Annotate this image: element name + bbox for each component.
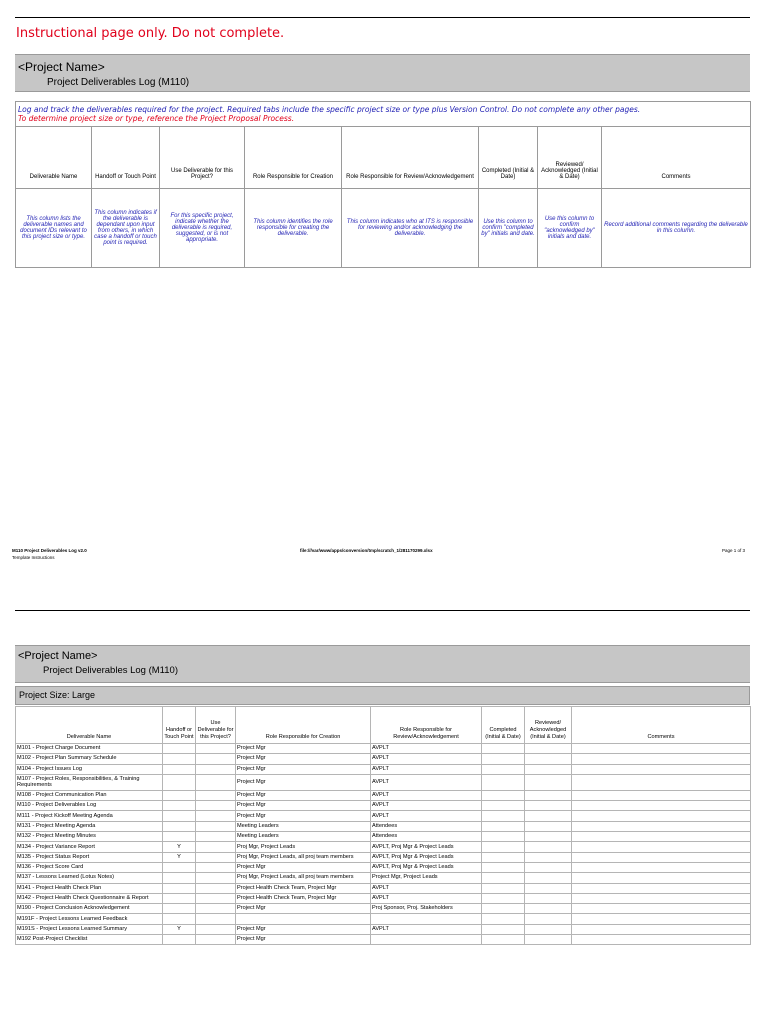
instruction-warning: Instructional page only. Do not complete. bbox=[16, 26, 285, 41]
col-use-deliverable: Use Deliverable for this Project? bbox=[196, 707, 236, 744]
instr-completed: Use this column to confirm "completed by" initials and date. bbox=[479, 189, 538, 268]
handoff-cell[interactable] bbox=[163, 801, 196, 811]
col-completed: Completed (Initial & Date) bbox=[482, 707, 525, 744]
header-comments: Comments bbox=[602, 127, 751, 189]
role-review-cell[interactable] bbox=[371, 935, 482, 945]
reviewed-cell[interactable] bbox=[525, 914, 572, 924]
table-row bbox=[16, 821, 751, 831]
role-creation-cell[interactable]: Meeting Leaders bbox=[236, 832, 371, 842]
col-role-review: Role Responsible for Review/Acknowledgement bbox=[371, 707, 482, 744]
comments-cell[interactable] bbox=[572, 852, 751, 862]
completed-cell[interactable] bbox=[482, 821, 525, 831]
deliverable-name-cell[interactable]: M137 - Lessons Learned (Lotus Notes) bbox=[16, 873, 163, 883]
role-review-cell[interactable]: AVPLT bbox=[371, 893, 482, 903]
comments-cell[interactable] bbox=[572, 790, 751, 800]
completed-cell[interactable] bbox=[482, 914, 525, 924]
deliverable-name-cell[interactable]: M110 - Project Deliverables Log bbox=[16, 801, 163, 811]
completed-cell[interactable] bbox=[482, 842, 525, 852]
role-creation-cell[interactable]: Project Mgr bbox=[236, 862, 371, 872]
completed-cell[interactable] bbox=[482, 774, 525, 790]
deliverable-name-cell[interactable]: M134 - Project Variance Report bbox=[16, 842, 163, 852]
deliverables-header-row bbox=[16, 707, 751, 744]
use-deliverable-cell[interactable] bbox=[196, 883, 236, 893]
instr-role-creation: This column identifies the role responsible for creating the deliverable. bbox=[245, 189, 342, 268]
handoff-cell[interactable]: Y bbox=[163, 842, 196, 852]
deliverable-name-cell[interactable]: M108 - Project Communication Plan bbox=[16, 790, 163, 800]
deliverable-name-cell[interactable]: M107 - Project Roles, Responsibilities, & Training Requirements bbox=[16, 774, 163, 790]
description-blue: Log and track the deliverables required for the project. Required tabs include the specific project size or type plus Version Control. Do not complete any other pages. bbox=[18, 105, 641, 114]
role-creation-cell[interactable]: Project Health Check Team, Project Mgr bbox=[236, 883, 371, 893]
table-row bbox=[16, 811, 751, 821]
role-creation-cell[interactable]: Project Health Check Team, Project Mgr bbox=[236, 893, 371, 903]
reviewed-cell[interactable] bbox=[525, 754, 572, 764]
header-handoff: Handoff or Touch Point bbox=[92, 127, 160, 189]
comments-cell[interactable] bbox=[572, 754, 751, 764]
use-deliverable-cell[interactable] bbox=[196, 914, 236, 924]
role-creation-cell[interactable]: Project Mgr bbox=[236, 764, 371, 774]
use-deliverable-cell[interactable] bbox=[196, 852, 236, 862]
page1-top-rule bbox=[15, 17, 750, 18]
reviewed-cell[interactable] bbox=[525, 862, 572, 872]
table-row bbox=[16, 893, 751, 903]
handoff-cell[interactable] bbox=[163, 873, 196, 883]
comments-cell[interactable] bbox=[572, 883, 751, 893]
deliverable-name-cell[interactable]: M135 - Project Status Report bbox=[16, 852, 163, 862]
instr-reviewed: Use this column to confirm "acknowledged by" initials and date. bbox=[538, 189, 602, 268]
completed-cell[interactable] bbox=[482, 862, 525, 872]
header-reviewed: Reviewed/ Acknowledged (Initial & Date) bbox=[538, 127, 602, 189]
table-row bbox=[16, 832, 751, 842]
deliverable-name-cell[interactable]: M104 - Project Issues Log bbox=[16, 764, 163, 774]
completed-cell[interactable] bbox=[482, 764, 525, 774]
handoff-cell[interactable] bbox=[163, 744, 196, 754]
deliverable-name-cell[interactable]: M192 Post-Project Checklist bbox=[16, 935, 163, 945]
table-row bbox=[16, 774, 751, 790]
role-review-cell[interactable]: AVPLT bbox=[371, 774, 482, 790]
use-deliverable-cell[interactable] bbox=[196, 935, 236, 945]
role-creation-cell[interactable]: Project Mgr bbox=[236, 754, 371, 764]
role-review-cell[interactable]: AVPLT bbox=[371, 754, 482, 764]
instruction-header-row bbox=[16, 127, 751, 189]
instruction-row bbox=[16, 189, 751, 268]
table-row bbox=[16, 852, 751, 862]
completed-cell[interactable] bbox=[482, 935, 525, 945]
completed-cell[interactable] bbox=[482, 893, 525, 903]
col-role-creation: Role Responsible for Creation bbox=[236, 707, 371, 744]
comments-cell[interactable] bbox=[572, 764, 751, 774]
log-title: Project Deliverables Log (M110) bbox=[47, 77, 190, 88]
table-row bbox=[16, 862, 751, 872]
comments-cell[interactable] bbox=[572, 842, 751, 852]
table-row bbox=[16, 883, 751, 893]
completed-cell[interactable] bbox=[482, 744, 525, 754]
table-row bbox=[16, 754, 751, 764]
role-review-cell[interactable]: AVPLT bbox=[371, 764, 482, 774]
deliverable-name-cell[interactable]: M132 - Project Meeting Minutes bbox=[16, 832, 163, 842]
completed-cell[interactable] bbox=[482, 790, 525, 800]
use-deliverable-cell[interactable] bbox=[196, 924, 236, 934]
page2-top-rule bbox=[15, 610, 750, 611]
use-deliverable-cell[interactable] bbox=[196, 873, 236, 883]
page2-log-title: Project Deliverables Log (M110) bbox=[43, 665, 178, 676]
table-row bbox=[16, 904, 751, 914]
reviewed-cell[interactable] bbox=[525, 832, 572, 842]
reviewed-cell[interactable] bbox=[525, 893, 572, 903]
table-row bbox=[16, 764, 751, 774]
deliverable-name-cell[interactable]: M136 - Project Score Card bbox=[16, 862, 163, 872]
role-creation-cell[interactable]: Project Mgr bbox=[236, 811, 371, 821]
deliverable-name-cell[interactable]: M142 - Project Health Check Questionnaire & Report bbox=[16, 893, 163, 903]
project-size-band bbox=[15, 686, 750, 705]
deliverable-name-cell[interactable]: M141 - Project Health Check Plan bbox=[16, 883, 163, 893]
col-comments: Comments bbox=[572, 707, 751, 744]
role-creation-cell[interactable]: Project Mgr bbox=[236, 904, 371, 914]
instr-handoff: This column indicates if the deliverable is dependant upon input from others, in which case a handoff or touch point is required. bbox=[92, 189, 160, 268]
col-handoff: Handoff or Touch Point bbox=[163, 707, 196, 744]
footer-page-number: Page 1 of 3 bbox=[722, 548, 746, 553]
completed-cell[interactable] bbox=[482, 904, 525, 914]
completed-cell[interactable] bbox=[482, 832, 525, 842]
deliverable-name-cell[interactable]: M191S - Project Lessons Learned Summary bbox=[16, 924, 163, 934]
table-row bbox=[16, 744, 751, 754]
instr-deliverable-name: This column lists the deliverable names and document IDs relevant to this project size or type. bbox=[16, 189, 92, 268]
reviewed-cell[interactable] bbox=[525, 801, 572, 811]
completed-cell[interactable] bbox=[482, 852, 525, 862]
project-name: <Project Name> bbox=[18, 60, 105, 74]
comments-cell[interactable] bbox=[572, 862, 751, 872]
use-deliverable-cell[interactable] bbox=[196, 790, 236, 800]
header-deliverable-name: Deliverable Name bbox=[16, 127, 92, 189]
role-review-cell[interactable]: AVPLT, Proj Mgr & Project Leads bbox=[371, 852, 482, 862]
completed-cell[interactable] bbox=[482, 754, 525, 764]
reviewed-cell[interactable] bbox=[525, 774, 572, 790]
role-review-cell[interactable]: AVPLT bbox=[371, 883, 482, 893]
deliverables-table bbox=[15, 706, 751, 945]
reviewed-cell[interactable] bbox=[525, 744, 572, 754]
description-red: To determine project size or type, reference the Project Proposal Process. bbox=[18, 114, 295, 123]
comments-cell[interactable] bbox=[572, 832, 751, 842]
role-creation-cell[interactable]: Proj Mgr, Project Leads, all proj team members bbox=[236, 873, 371, 883]
use-deliverable-cell[interactable] bbox=[196, 893, 236, 903]
handoff-cell[interactable] bbox=[163, 811, 196, 821]
use-deliverable-cell[interactable] bbox=[196, 754, 236, 764]
handoff-cell[interactable] bbox=[163, 754, 196, 764]
handoff-cell[interactable] bbox=[163, 774, 196, 790]
table-row bbox=[16, 842, 751, 852]
comments-cell[interactable] bbox=[572, 811, 751, 821]
comments-cell[interactable] bbox=[572, 774, 751, 790]
table-row bbox=[16, 935, 751, 945]
comments-cell[interactable] bbox=[572, 744, 751, 754]
handoff-cell[interactable]: Y bbox=[163, 924, 196, 934]
comments-cell[interactable] bbox=[572, 893, 751, 903]
completed-cell[interactable] bbox=[482, 883, 525, 893]
comments-cell[interactable] bbox=[572, 914, 751, 924]
comments-cell[interactable] bbox=[572, 935, 751, 945]
reviewed-cell[interactable] bbox=[525, 790, 572, 800]
use-deliverable-cell[interactable] bbox=[196, 862, 236, 872]
table-row bbox=[16, 873, 751, 883]
use-deliverable-cell[interactable] bbox=[196, 904, 236, 914]
handoff-cell[interactable] bbox=[163, 821, 196, 831]
reviewed-cell[interactable] bbox=[525, 924, 572, 934]
role-creation-cell[interactable]: Project Mgr bbox=[236, 790, 371, 800]
use-deliverable-cell[interactable] bbox=[196, 801, 236, 811]
use-deliverable-cell[interactable] bbox=[196, 764, 236, 774]
role-creation-cell[interactable]: Project Mgr bbox=[236, 801, 371, 811]
col-reviewed: Reviewed/ Acknowledged (Initial & Date) bbox=[525, 707, 572, 744]
handoff-cell[interactable] bbox=[163, 914, 196, 924]
reviewed-cell[interactable] bbox=[525, 873, 572, 883]
table-row bbox=[16, 801, 751, 811]
project-size-label: Project Size: Large bbox=[19, 690, 96, 700]
deliverable-name-cell[interactable]: M131 - Project Meeting Agenda bbox=[16, 821, 163, 831]
completed-cell[interactable] bbox=[482, 811, 525, 821]
comments-cell[interactable] bbox=[572, 904, 751, 914]
table-row bbox=[16, 790, 751, 800]
use-deliverable-cell[interactable] bbox=[196, 821, 236, 831]
page1-project-header bbox=[15, 54, 750, 92]
instr-comments: Record additional comments regarding the deliverable in this column. bbox=[602, 189, 751, 268]
use-deliverable-cell[interactable] bbox=[196, 842, 236, 852]
role-creation-cell[interactable]: Project Mgr bbox=[236, 924, 371, 934]
handoff-cell[interactable] bbox=[163, 883, 196, 893]
reviewed-cell[interactable] bbox=[525, 821, 572, 831]
role-creation-cell[interactable]: Project Mgr bbox=[236, 744, 371, 754]
description-cell bbox=[16, 102, 751, 127]
deliverable-name-cell[interactable]: M190 - Project Conclusion Acknowledgement bbox=[16, 904, 163, 914]
reviewed-cell[interactable] bbox=[525, 852, 572, 862]
table-row bbox=[16, 914, 751, 924]
deliverable-name-cell[interactable]: M102 - Project Plan Summary Schedule bbox=[16, 754, 163, 764]
role-review-cell[interactable]: AVPLT bbox=[371, 744, 482, 754]
role-review-cell[interactable]: AVPLT bbox=[371, 924, 482, 934]
footer-file-path: file:///var/www/apps/conversion/tmp/scratch_1/281170299.xlsx bbox=[300, 548, 433, 553]
use-deliverable-cell[interactable] bbox=[196, 832, 236, 842]
handoff-cell[interactable] bbox=[163, 862, 196, 872]
header-use-deliverable: Use Deliverable for this Project? bbox=[160, 127, 245, 189]
role-review-cell[interactable]: AVPLT, Proj Mgr & Project Leads bbox=[371, 862, 482, 872]
page2-project-header bbox=[15, 645, 750, 683]
handoff-cell[interactable] bbox=[163, 893, 196, 903]
handoff-cell[interactable]: Y bbox=[163, 852, 196, 862]
comments-cell[interactable] bbox=[572, 801, 751, 811]
deliverable-name-cell[interactable]: M191F - Project Lessons Learned Feedback bbox=[16, 914, 163, 924]
header-completed: Completed (Initial & Date) bbox=[479, 127, 538, 189]
reviewed-cell[interactable] bbox=[525, 811, 572, 821]
role-review-cell[interactable] bbox=[371, 914, 482, 924]
reviewed-cell[interactable] bbox=[525, 904, 572, 914]
header-role-review: Role Responsible for Review/Acknowledgement bbox=[342, 127, 479, 189]
handoff-cell[interactable] bbox=[163, 832, 196, 842]
use-deliverable-cell[interactable] bbox=[196, 774, 236, 790]
role-creation-cell[interactable]: Meeting Leaders bbox=[236, 821, 371, 831]
use-deliverable-cell[interactable] bbox=[196, 744, 236, 754]
use-deliverable-cell[interactable] bbox=[196, 811, 236, 821]
role-review-cell[interactable]: Project Mgr, Project Leads bbox=[371, 873, 482, 883]
handoff-cell[interactable] bbox=[163, 904, 196, 914]
footer-doc-name: M110 Project Deliverables Log v2.0 bbox=[12, 548, 87, 553]
role-review-cell[interactable]: AVPLT bbox=[371, 811, 482, 821]
completed-cell[interactable] bbox=[482, 924, 525, 934]
role-review-cell[interactable]: AVPLT bbox=[371, 801, 482, 811]
footer-tab-name: Template Instructions bbox=[12, 555, 55, 560]
role-review-cell[interactable]: Attendees bbox=[371, 832, 482, 842]
col-deliverable-name: Deliverable Name bbox=[16, 707, 163, 744]
completed-cell[interactable] bbox=[482, 801, 525, 811]
handoff-cell[interactable] bbox=[163, 790, 196, 800]
role-creation-cell[interactable]: Proj Mgr, Project Leads bbox=[236, 842, 371, 852]
header-role-creation: Role Responsible for Creation bbox=[245, 127, 342, 189]
comments-cell[interactable] bbox=[572, 873, 751, 883]
completed-cell[interactable] bbox=[482, 873, 525, 883]
role-review-cell[interactable]: Attendees bbox=[371, 821, 482, 831]
reviewed-cell[interactable] bbox=[525, 883, 572, 893]
reviewed-cell[interactable] bbox=[525, 764, 572, 774]
role-review-cell[interactable]: AVPLT bbox=[371, 790, 482, 800]
comments-cell[interactable] bbox=[572, 821, 751, 831]
handoff-cell[interactable] bbox=[163, 935, 196, 945]
instr-use-deliverable: For this specific project, indicate whether the deliverable is required, suggested, or is not appropriate. bbox=[160, 189, 245, 268]
deliverable-name-cell[interactable]: M101 - Project Charge Document bbox=[16, 744, 163, 754]
role-review-cell[interactable]: AVPLT, Proj Mgr & Project Leads bbox=[371, 842, 482, 852]
table-row bbox=[16, 924, 751, 934]
role-review-cell[interactable]: Proj Sponsor, Proj. Stakeholders bbox=[371, 904, 482, 914]
instr-role-review: This column indicates who at ITS is responsible for reviewing and/or acknowledging the deliverable. bbox=[342, 189, 479, 268]
handoff-cell[interactable] bbox=[163, 764, 196, 774]
deliverable-name-cell[interactable]: M111 - Project Kickoff Meeting Agenda bbox=[16, 811, 163, 821]
reviewed-cell[interactable] bbox=[525, 935, 572, 945]
reviewed-cell[interactable] bbox=[525, 842, 572, 852]
role-creation-cell[interactable] bbox=[236, 914, 371, 924]
role-creation-cell[interactable]: Proj Mgr, Project Leads, all proj team members bbox=[236, 852, 371, 862]
instruction-table bbox=[15, 101, 751, 268]
role-creation-cell[interactable]: Project Mgr bbox=[236, 935, 371, 945]
role-creation-cell[interactable]: Project Mgr bbox=[236, 774, 371, 790]
page2-project-name: <Project Name> bbox=[18, 650, 98, 662]
comments-cell[interactable] bbox=[572, 924, 751, 934]
